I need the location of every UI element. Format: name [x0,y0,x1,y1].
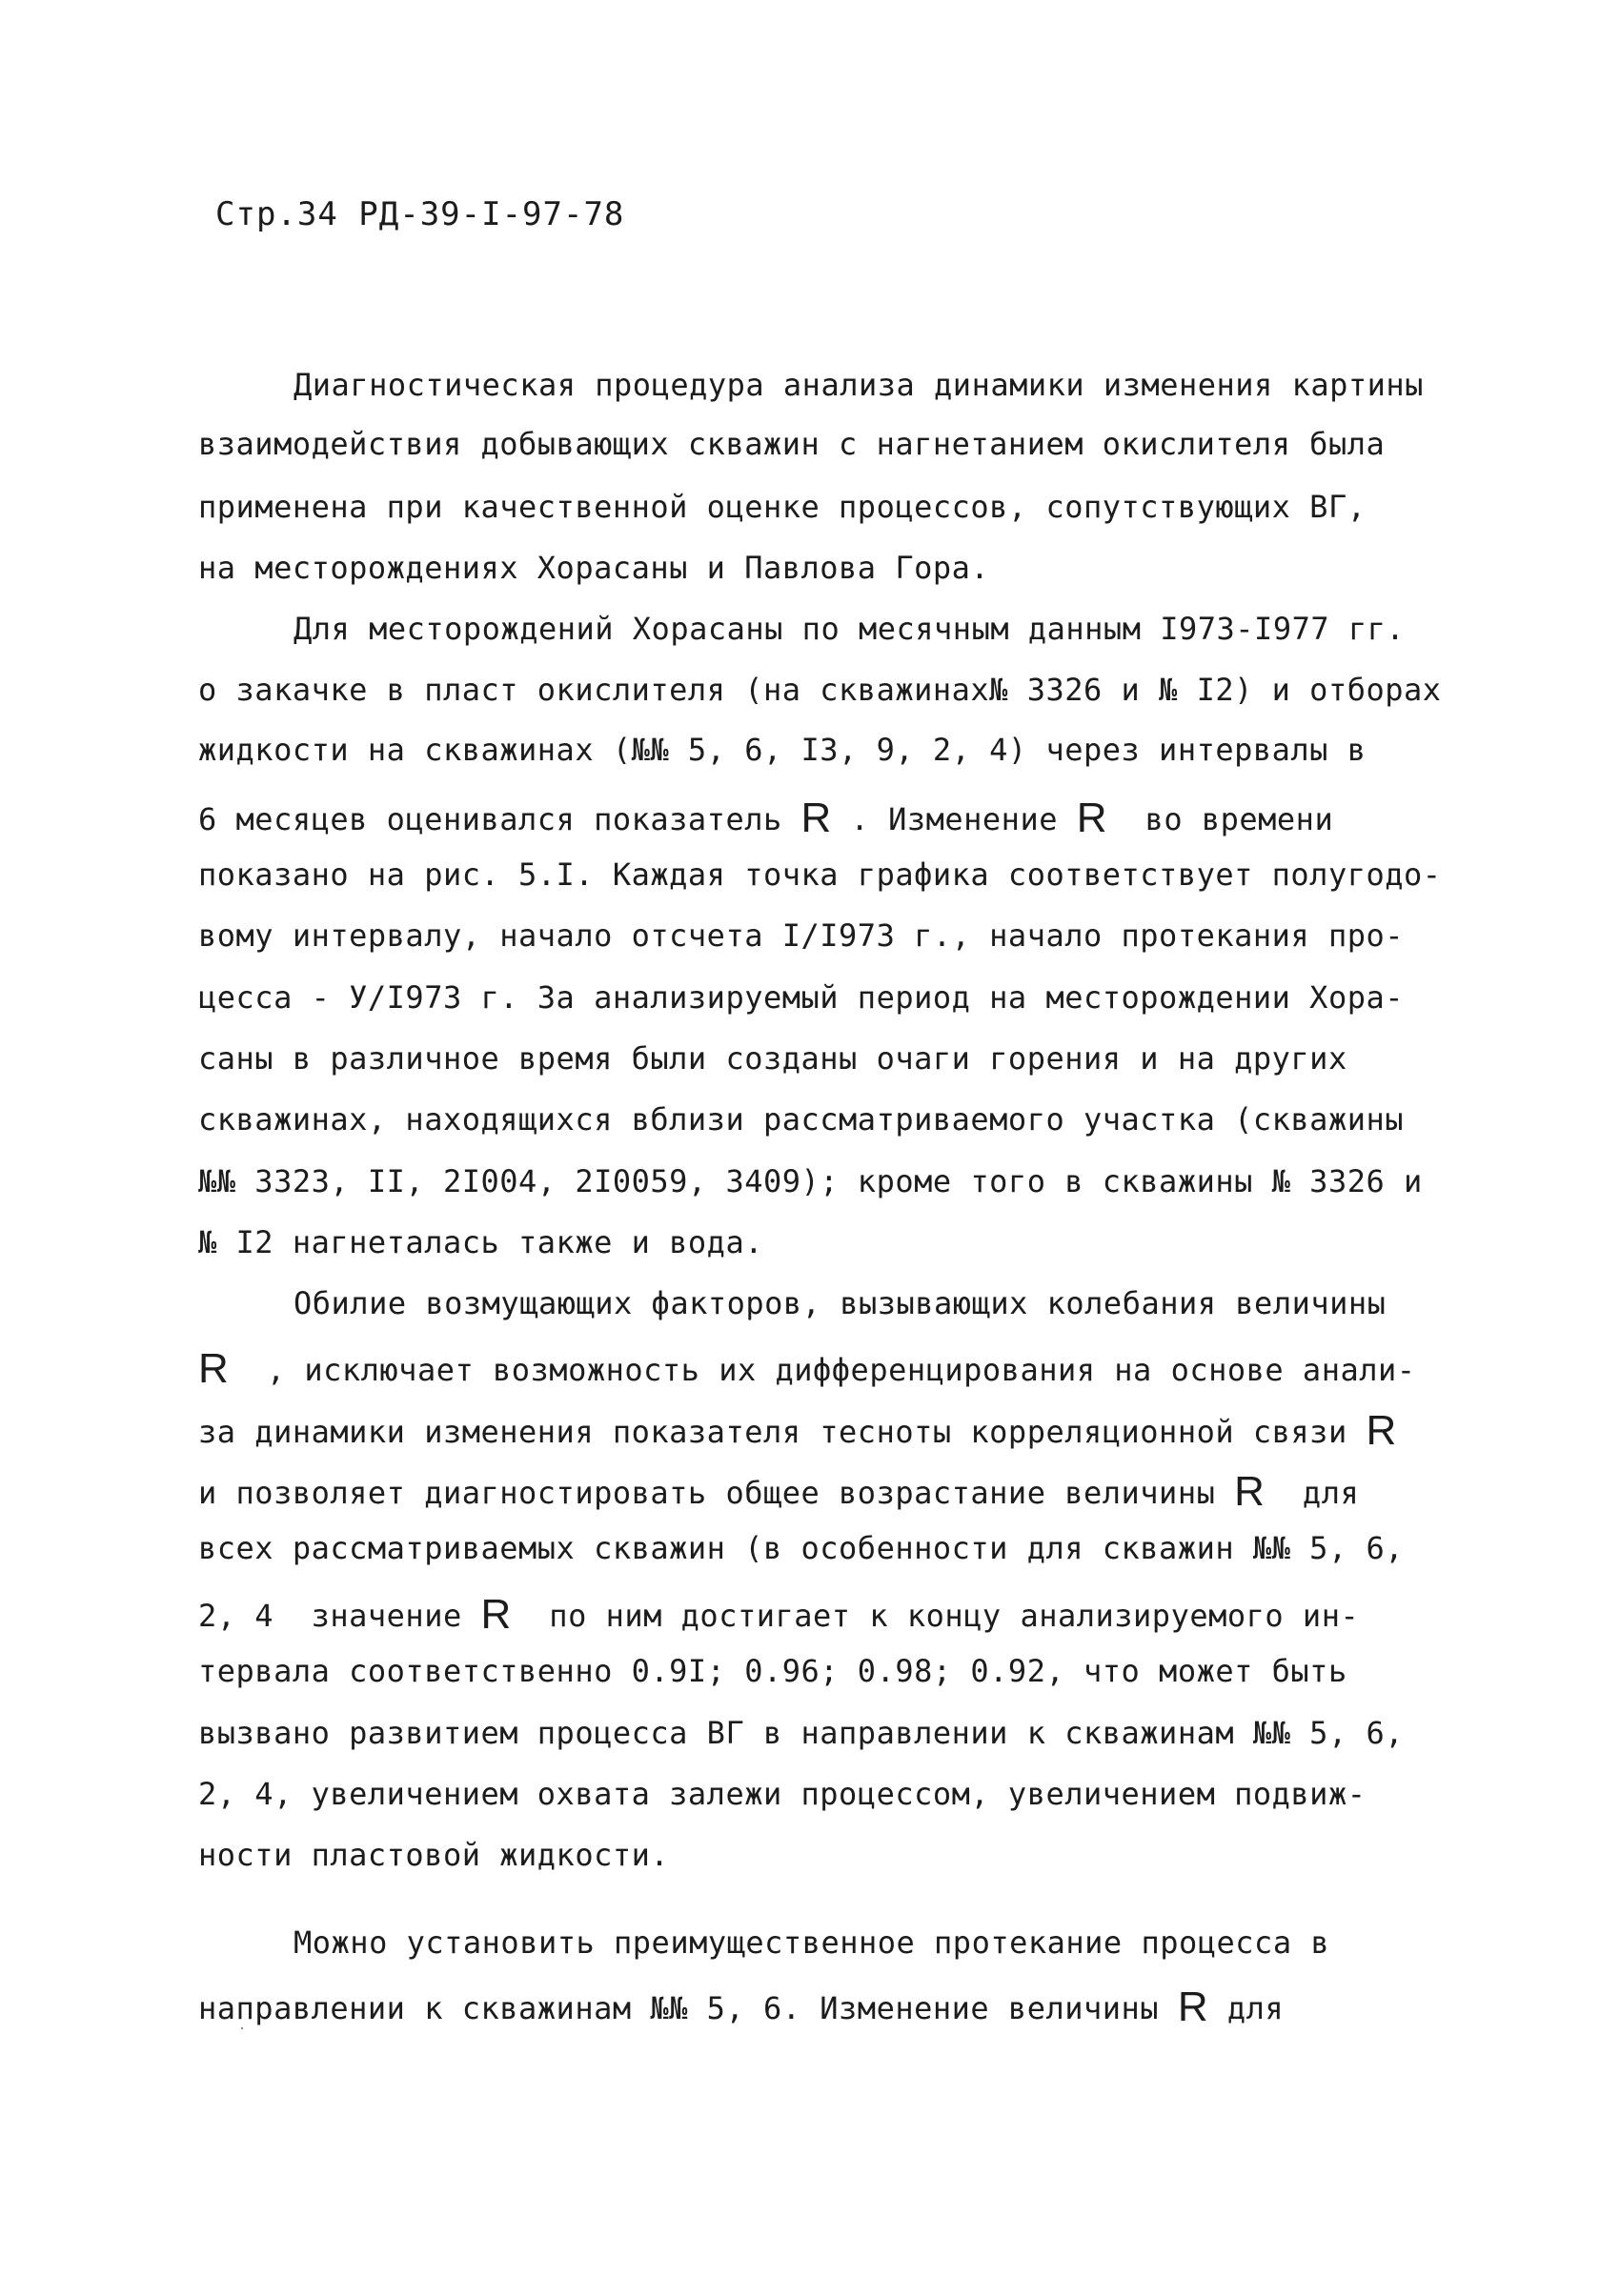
text-segment: вызвано развитием процесса ВГ в направлении к скважинам №№ 5, 6, [198,1715,1404,1751]
text-segment: Можно установить преимущественное протекание процесса в [294,1924,1330,1961]
text-segment: всех рассматриваемых скважин (в особенности для скважин №№ 5, 6, [198,1530,1404,1566]
text-line [198,1653,1347,1689]
text-line [198,1530,1404,1566]
text-segment: , исключает возможность их дифференцирования на основе анали- [229,1352,1416,1388]
text-line [198,979,1404,1016]
text-segment: о закачке в пласт окислителя (на скважинах№ 3326 и № I2) и отборах [198,672,1442,708]
text-line [294,611,1405,647]
text-line [198,732,1366,768]
text-line [198,489,1366,525]
text-line [294,1924,1329,1961]
text-segment: взаимодействия добывающих скважин с нагнетанием окислителя была [198,426,1386,462]
variable-r: R [1234,1468,1266,1515]
text-line [198,1468,1360,1515]
text-segment: . Изменение [831,801,1077,837]
variable-r: R [1076,795,1108,841]
text-line [198,1984,1285,2030]
text-line [198,426,1385,462]
variable-r: R [800,795,832,841]
text-line [198,1163,1423,1199]
text-segment: во времени [1107,801,1334,837]
text-line [198,1101,1404,1138]
text-segment: вому интервалу, начало отсчета I/I973 г., начало протекания про- [198,917,1404,954]
text-segment: № I2 нагнеталась также и вода. [198,1224,763,1260]
text-segment: скважинах, находящихся вблизи рассматриваемого участка (скважины [198,1101,1404,1138]
variable-r: R [1366,1407,1397,1454]
text-line [198,1837,669,1873]
page-header: Стр.34 РД-39-I-97-78 [215,195,625,233]
text-line [198,917,1404,954]
text-line [294,1285,1386,1321]
variable-r: R [198,1345,230,1392]
text-segment: и позволяет диагностировать общее возрастание величины [198,1475,1235,1511]
scan-speck [241,2027,243,2029]
text-segment: Обилие возмущающих факторов, вызывающих колебания величины [294,1285,1387,1321]
text-line [198,1776,1366,1812]
text-line [198,1591,1360,1638]
text-segment: 2, 4 значение [198,1598,481,1634]
text-segment: тервала соответственно 0.9I; 0.96; 0.98; 0.92, что может быть [198,1653,1347,1689]
text-line [198,1345,1416,1392]
text-line [198,1224,763,1260]
variable-r: R [480,1591,512,1638]
text-line [198,1715,1404,1751]
text-line [198,856,1442,893]
text-segment: саны в различное время были созданы очаги горения и на других [198,1040,1347,1077]
text-segment: 2, 4, увеличением охвата залежи процессом, увеличением подвиж- [198,1776,1367,1812]
text-segment: 6 месяцев оценивался показатель [198,801,801,837]
text-segment: для [1265,1475,1360,1511]
text-line [198,672,1442,708]
text-line [294,367,1424,403]
text-segment: показано на рис. 5.I. Каждая точка графика соответствует полугодо- [198,856,1442,893]
text-segment: Для месторождений Хорасаны по месячным данным I973-I977 гг. [294,611,1406,647]
text-segment: применена при качественной оценке процессов, сопутствующих ВГ, [198,489,1367,525]
text-line [198,1407,1397,1454]
text-segment: ности пластовой жидкости. [198,1837,670,1873]
text-segment: цесса - У/I973 г. За анализируемый период на месторождении Хора- [198,979,1404,1016]
text-segment: на месторождениях Хорасаны и Павлова Гора. [198,550,990,586]
text-segment: жидкости на скважинах (№№ 5, 6, I3, 9, 2, 4) через интервалы в [198,732,1367,768]
text-segment: за динамики изменения показателя тесноты корреляционной связи [198,1414,1367,1450]
text-segment: №№ 3323, II, 2I004, 2I0059, 3409); кроме того в скважины № 3326 и [198,1163,1423,1199]
variable-r: R [1177,1984,1209,2030]
text-segment: по ним достигает к концу анализируемого ин- [511,1598,1360,1634]
text-segment: Диагностическая процедура анализа динамики изменения картины [294,367,1424,403]
text-segment: направлении к скважинам №№ 5, 6. Изменение величины [198,1990,1178,2026]
text-line [198,550,989,586]
text-line [198,1040,1347,1077]
text-segment: для [1208,1990,1285,2026]
text-line [198,795,1334,841]
